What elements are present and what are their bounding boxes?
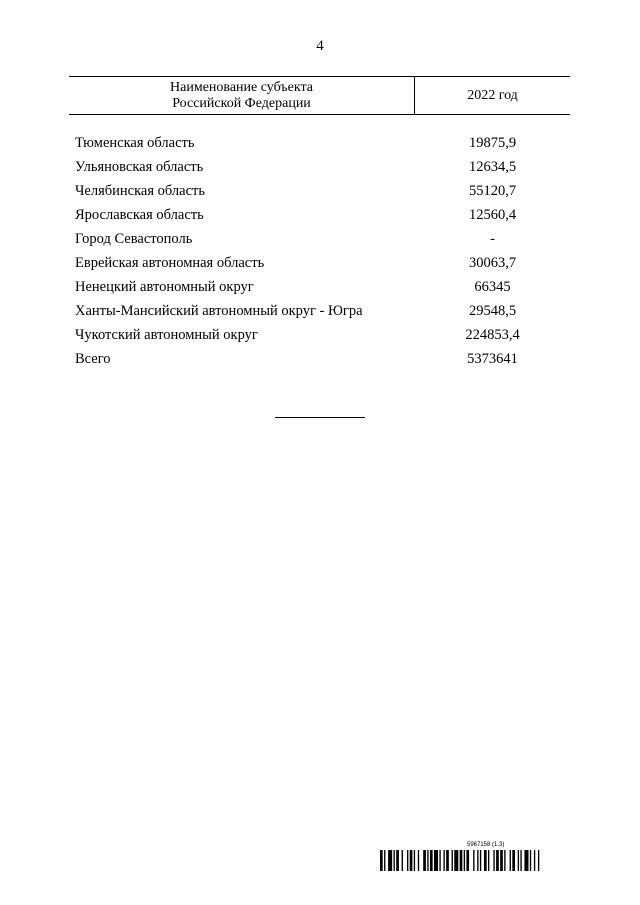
row-subject-name: Тюменская область xyxy=(75,135,195,151)
barcode-icon xyxy=(380,850,590,871)
header-subject-line1: Наименование субъекта xyxy=(170,80,313,95)
barcode-label: 5967158 (1.3) xyxy=(467,842,505,848)
header-subject-name xyxy=(69,77,415,114)
row-subject-name: Ярославская область xyxy=(75,207,204,223)
end-divider xyxy=(275,417,365,418)
table-header xyxy=(69,76,570,115)
table-row xyxy=(69,131,570,155)
table-row xyxy=(69,179,570,203)
row-subject-name: Челябинская область xyxy=(75,183,205,199)
row-value: - xyxy=(490,231,495,247)
row-subject-name: Еврейская автономная область xyxy=(75,255,265,271)
page-number: 4 xyxy=(316,38,324,54)
row-value: 29548,5 xyxy=(468,303,517,319)
row-subject-name: Ханты-Мансийский автономный округ - Югра xyxy=(75,303,363,319)
row-value: 12560,4 xyxy=(468,207,517,223)
table-row xyxy=(69,275,570,299)
table-row xyxy=(69,251,570,275)
table-row xyxy=(69,227,570,251)
row-value: 30063,7 xyxy=(468,255,517,271)
table-body xyxy=(69,131,570,371)
row-value: 19875,9 xyxy=(468,135,517,151)
row-subject-name: Город Севастополь xyxy=(75,231,193,247)
row-subject-name: Чукотский автономный округ xyxy=(75,327,258,343)
row-value: 55120,7 xyxy=(468,183,517,199)
row-value: 224853,4 xyxy=(465,327,520,343)
table-row xyxy=(69,203,570,227)
table-row xyxy=(69,323,570,347)
allocation-table xyxy=(69,76,570,371)
row-value: 12634,5 xyxy=(468,159,517,175)
row-value: 5373641 xyxy=(467,351,518,367)
table-row-total xyxy=(69,347,570,371)
header-subject-line2: Российской Федерации xyxy=(172,96,311,111)
table-row xyxy=(69,299,570,323)
row-subject-name: Всего xyxy=(75,351,111,367)
header-year: 2022 год xyxy=(467,88,518,103)
table-row xyxy=(69,155,570,179)
row-value: 66345 xyxy=(474,279,511,295)
row-subject-name: Ульяновская область xyxy=(75,159,204,175)
row-subject-name: Ненецкий автономный округ xyxy=(75,279,254,295)
